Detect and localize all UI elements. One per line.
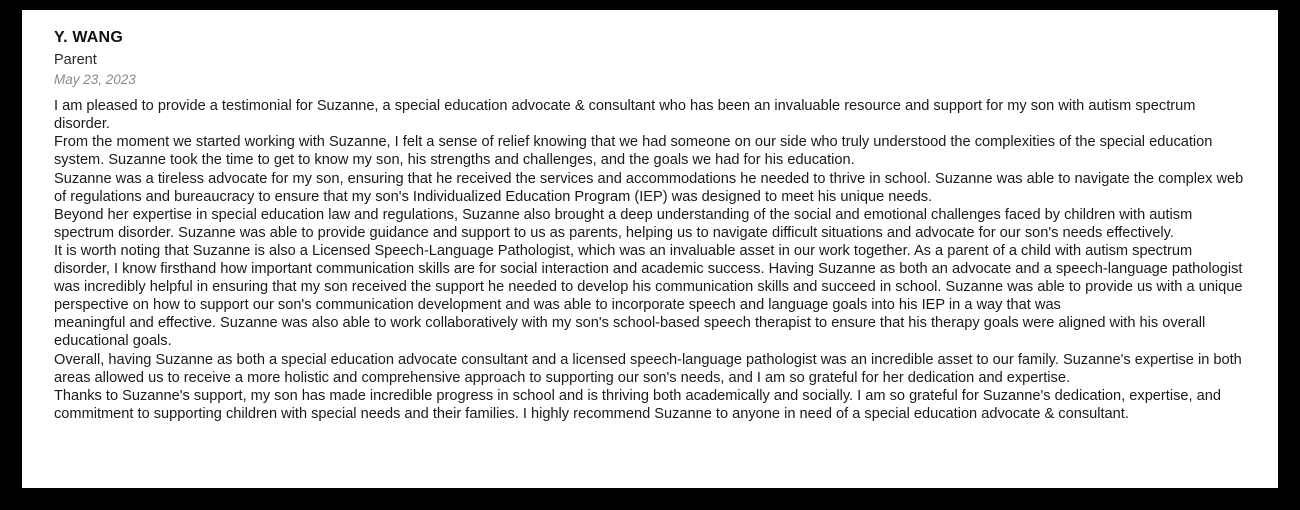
document-page [22,10,1278,488]
testimonial-paragraph: meaningful and effective. Suzanne was also able to work collaboratively with my son's school-based speech therapist to ensure that his therapy goals were aligned with his overall educational goals. [54,315,1206,350]
testimonial-paragraph: From the moment we started working with Suzanne, I felt a sense of relief knowing that we had someone on our side who truly understood the complexities of the special education system. Suzanne took the time to get to know my son, his strengths and challenges, and the goals we had for his education. [54,134,1213,169]
testimonial-body [54,97,1248,423]
testimonial-paragraph: Overall, having Suzanne as both a special education advocate consultant and a licensed speech-language pathologist was an incredible asset to our family. Suzanne's expertise in both areas allowed us to receive a more holistic and comprehensive approach to supporting our son's needs, and I am so grateful for her dedication and expertise. [54,351,1242,386]
testimonial-paragraph: Suzanne was a tireless advocate for my son, ensuring that he received the services and accommodations he needed to thrive in school. Suzanne was able to navigate the complex web of regulations and bureaucracy to ensure that my son's Individualized Education Program (IEP) was designed to meet his unique needs. [54,170,1244,205]
testimonial-paragraph: I am pleased to provide a testimonial for Suzanne, a special education advocate & consultant who has been an invaluable resource and support for my son with autism spectrum disorder. [54,98,1196,133]
testimonial-paragraph: Beyond her expertise in special education law and regulations, Suzanne also brought a deep understanding of the social and emotional challenges faced by children with autism spectrum disorder. Suzanne was able to provide guidance and support to us as parents, helping us to navigate difficult situations and advocate for our son's needs effectively. [54,206,1193,241]
testimonial-card [22,10,1278,423]
testimonial-paragraph: It is worth noting that Suzanne is also a Licensed Speech-Language Pathologist, which was an invaluable asset in our work together. As a parent of a child with autism spectrum disorder, I know firsthand how important communication skills are for social interaction and academic success. Having Suzanne as both an advocate and a speech-language pathologist was incredibly helpful in ensuring that my son received the support he needed to develop his communication skills and succeed in school. Suzanne was able to provide us with a unique perspective on how to support our son's communication development and was able to incorporate speech and language goals into his IEP in a way that was [54,242,1243,314]
testimonial-date: May 23, 2023 [54,72,136,88]
author-name: Y. WANG [54,29,123,46]
author-role: Parent [54,52,97,69]
testimonial-paragraph: Thanks to Suzanne's support, my son has made incredible progress in school and is thriving both academically and socially. I am so grateful for Suzanne's dedication, expertise, and commitment to supporting children with special needs and their families. I highly recommend Suzanne to anyone in need of a special education advocate & consultant. [54,387,1221,422]
